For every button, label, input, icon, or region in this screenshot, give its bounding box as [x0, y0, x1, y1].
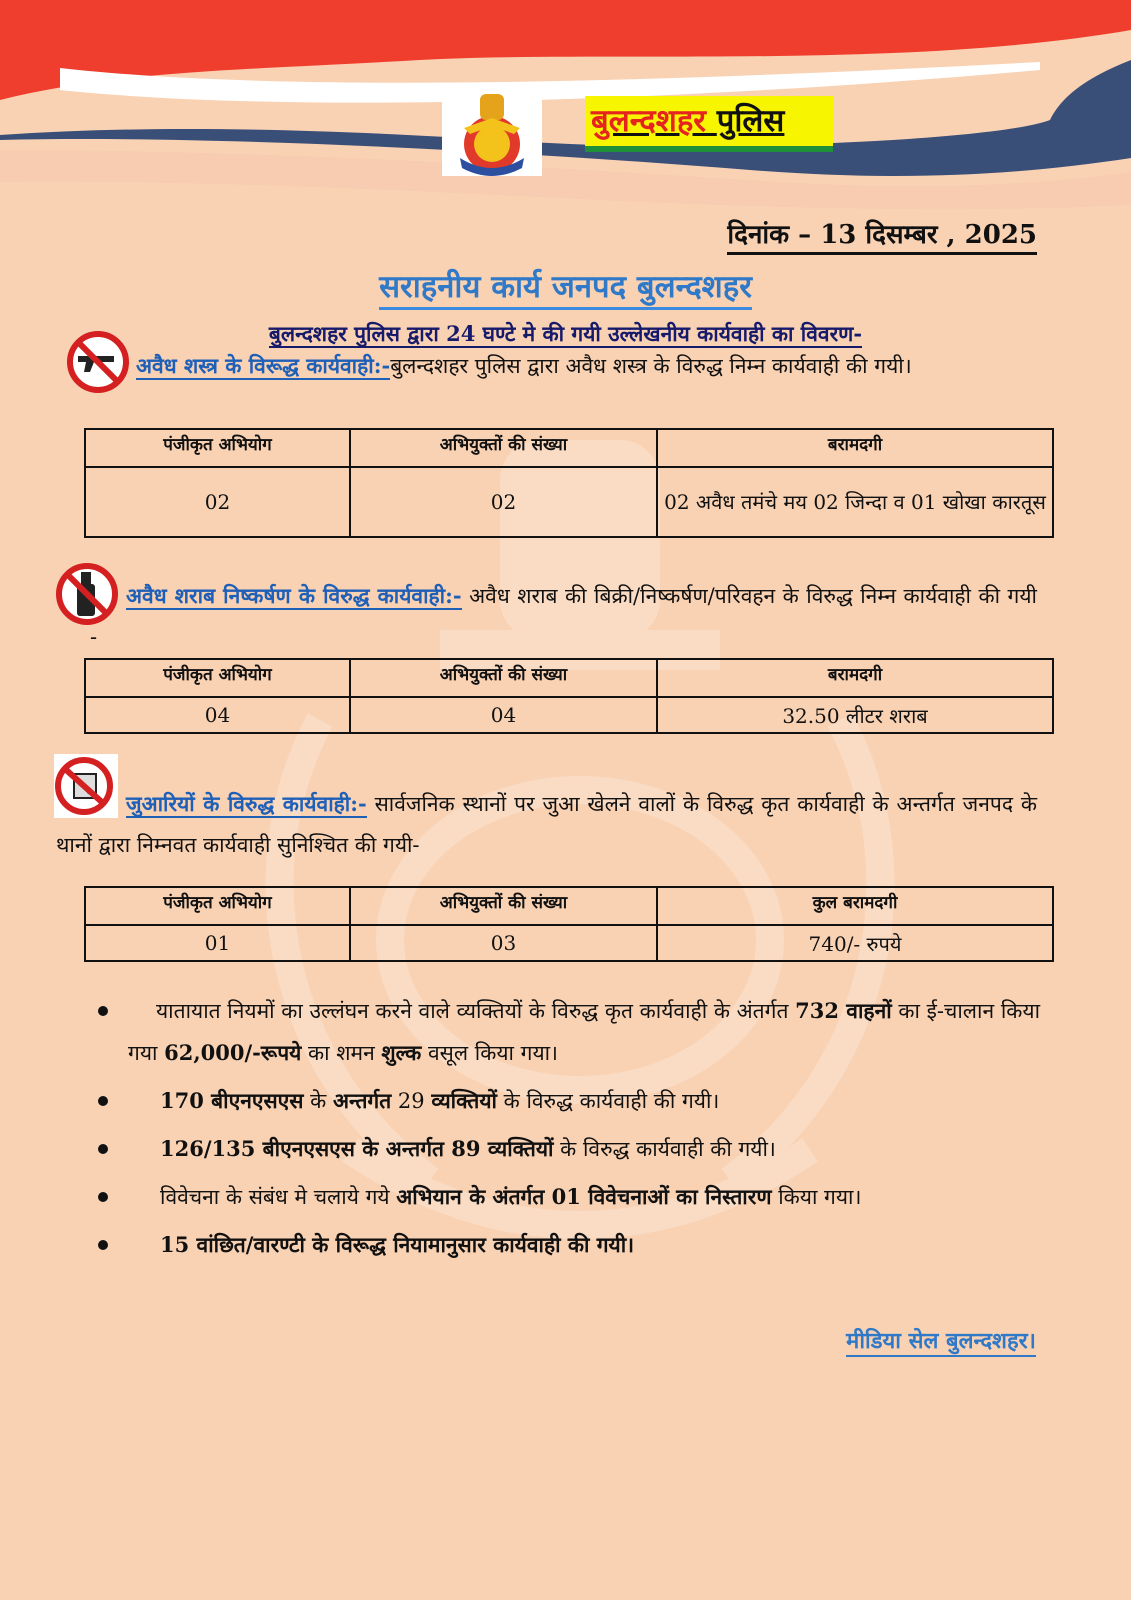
- section-liquor-heading: अवैध शराब निष्कर्षण के विरुद्ध कार्यवाही:-: [126, 583, 462, 608]
- table-header-cell: अभियुक्तों की संख्या: [350, 429, 657, 467]
- section-liquor-text: [90, 575, 1037, 658]
- summary-bullets: [95, 990, 1040, 1272]
- subtitle-text: बुलन्दशहर पुलिस द्वारा 24 घण्टे मे की गयी उल्लेखनीय कार्यवाही का विवरण-: [268, 321, 863, 346]
- section-gambling-text: [56, 783, 1037, 866]
- liquor-table: [84, 658, 1054, 734]
- bullet-text: यातायात नियमों का उल्लंघन करने वाले व्यक्तियों के विरुद्ध कृत कार्यवाही के अंतर्गत: [156, 999, 796, 1023]
- bullet-text: 29: [391, 1089, 432, 1113]
- table-header-cell: पंजीकृत अभियोग: [85, 887, 350, 925]
- table-header-cell: अभियुक्तों की संख्या: [350, 659, 657, 697]
- gambling-table: [84, 886, 1054, 962]
- signature: मीडिया सेल बुलन्दशहर।: [846, 1325, 1036, 1357]
- table-row: [85, 925, 1053, 961]
- bullet-text: व्यक्तियों: [431, 1088, 497, 1113]
- table-cell: 740/- रुपये: [657, 925, 1053, 961]
- date-line: दिनांक – 13 दिसम्बर , 2025: [727, 218, 1037, 255]
- section-arms-heading: अवैध शस्त्र के विरूद्ध कार्यवाही:-: [136, 353, 391, 378]
- list-item: [95, 1080, 1040, 1122]
- list-item: [95, 1128, 1040, 1170]
- main-title-text: सराहनीय कार्य जनपद बुलन्दशहर: [379, 269, 752, 310]
- up-police-logo: [442, 88, 542, 176]
- bullet-text: शुल्क: [381, 1040, 422, 1065]
- bullet-text: 732 वाहनों: [795, 998, 892, 1023]
- table-row: [85, 467, 1053, 537]
- bullet-text: 62,000/-रूपये: [164, 1040, 302, 1065]
- table-header-row: [85, 887, 1053, 925]
- table-cell: 04: [350, 697, 657, 733]
- brand-part-2: पुलिस: [716, 103, 785, 139]
- main-title: [0, 265, 1131, 307]
- bullet-text: 170 बीएनएसएस: [160, 1088, 304, 1113]
- bullet-text: विवेचना के संबंध मे चलाये गये: [160, 1185, 397, 1209]
- up-police-emblem-icon: [442, 88, 542, 176]
- bullet-text: के विरुद्ध कार्यवाही की गयी।: [553, 1137, 776, 1161]
- table-cell: 01: [85, 925, 350, 961]
- table-header-cell: बरामदगी: [657, 429, 1053, 467]
- table-cell: 04: [85, 697, 350, 733]
- bullet-text: किया गया।: [771, 1185, 862, 1209]
- section-gambling-desc: सार्वजनिक स्थानों पर जुआ खेलने वालों के विरुद्ध कृत कार्यवाही के अन्तर्गत जनपद के थानों द्वारा निम्नवत कार्यवाही सुनिश्चित की गयी-: [56, 792, 1037, 857]
- section-arms-text: [90, 345, 1037, 387]
- brand-part-1: बुलन्दशहर: [591, 103, 706, 139]
- bullet-text: के विरुद्ध कार्यवाही की गयी।: [496, 1089, 720, 1113]
- table-header-row: [85, 659, 1053, 697]
- brand-underline-bar: [585, 146, 833, 152]
- table-cell: 02 अवैध तमंचे मय 02 जिन्दा व 01 खोखा कारतूस: [657, 467, 1053, 537]
- table-header-row: [85, 429, 1053, 467]
- section-arms-desc: बुलन्दशहर पुलिस द्वारा अवैध शस्त्र के विरुद्ध निम्न कार्यवाही की गयी।: [390, 354, 912, 378]
- bullet-text: के: [303, 1089, 333, 1113]
- section-liquor-desc: अवैध शराब की बिक्री/निष्कर्षण/परिवहन के विरुद्ध निम्न कार्यवाही की गयी -: [90, 584, 1037, 649]
- bullet-text: का शमन: [301, 1041, 382, 1065]
- subtitle: [0, 320, 1131, 348]
- table-header-cell: कुल बरामदगी: [657, 887, 1053, 925]
- table-cell: 32.50 लीटर शराब: [657, 697, 1053, 733]
- bullet-text: 15 वांछित/वारण्टी के विरूद्ध नियामानुसार कार्यवाही की गयी।: [160, 1232, 635, 1257]
- section-gambling-heading: जुआरियों के विरुद्ध कार्यवाही:-: [126, 791, 367, 816]
- table-header-cell: अभियुक्तों की संख्या: [350, 887, 657, 925]
- table-cell: 02: [85, 467, 350, 537]
- header-banner: [0, 0, 1131, 215]
- table-header-cell: बरामदगी: [657, 659, 1053, 697]
- table-cell: 03: [350, 925, 657, 961]
- list-item: [95, 1176, 1040, 1218]
- arms-table: [84, 428, 1054, 538]
- list-item: [95, 1224, 1040, 1266]
- table-cell: 02: [350, 467, 657, 537]
- bullet-text: वसूल किया गया।: [421, 1041, 559, 1065]
- bullet-text: अभियान के अंतर्गत 01 विवेचनाओं का निस्तारण: [396, 1184, 772, 1209]
- bullet-text: का ई-चालान किया गया: [128, 999, 1041, 1065]
- list-item: [95, 990, 1040, 1074]
- bullet-text: 126/135 बीएनएसएस के अन्तर्गत 89 व्यक्तियों: [160, 1136, 554, 1161]
- brand-title: [585, 96, 833, 148]
- bullet-text: अन्तर्गत: [332, 1088, 392, 1113]
- table-header-cell: पंजीकृत अभियोग: [85, 659, 350, 697]
- table-header-cell: पंजीकृत अभियोग: [85, 429, 350, 467]
- table-row: [85, 697, 1053, 733]
